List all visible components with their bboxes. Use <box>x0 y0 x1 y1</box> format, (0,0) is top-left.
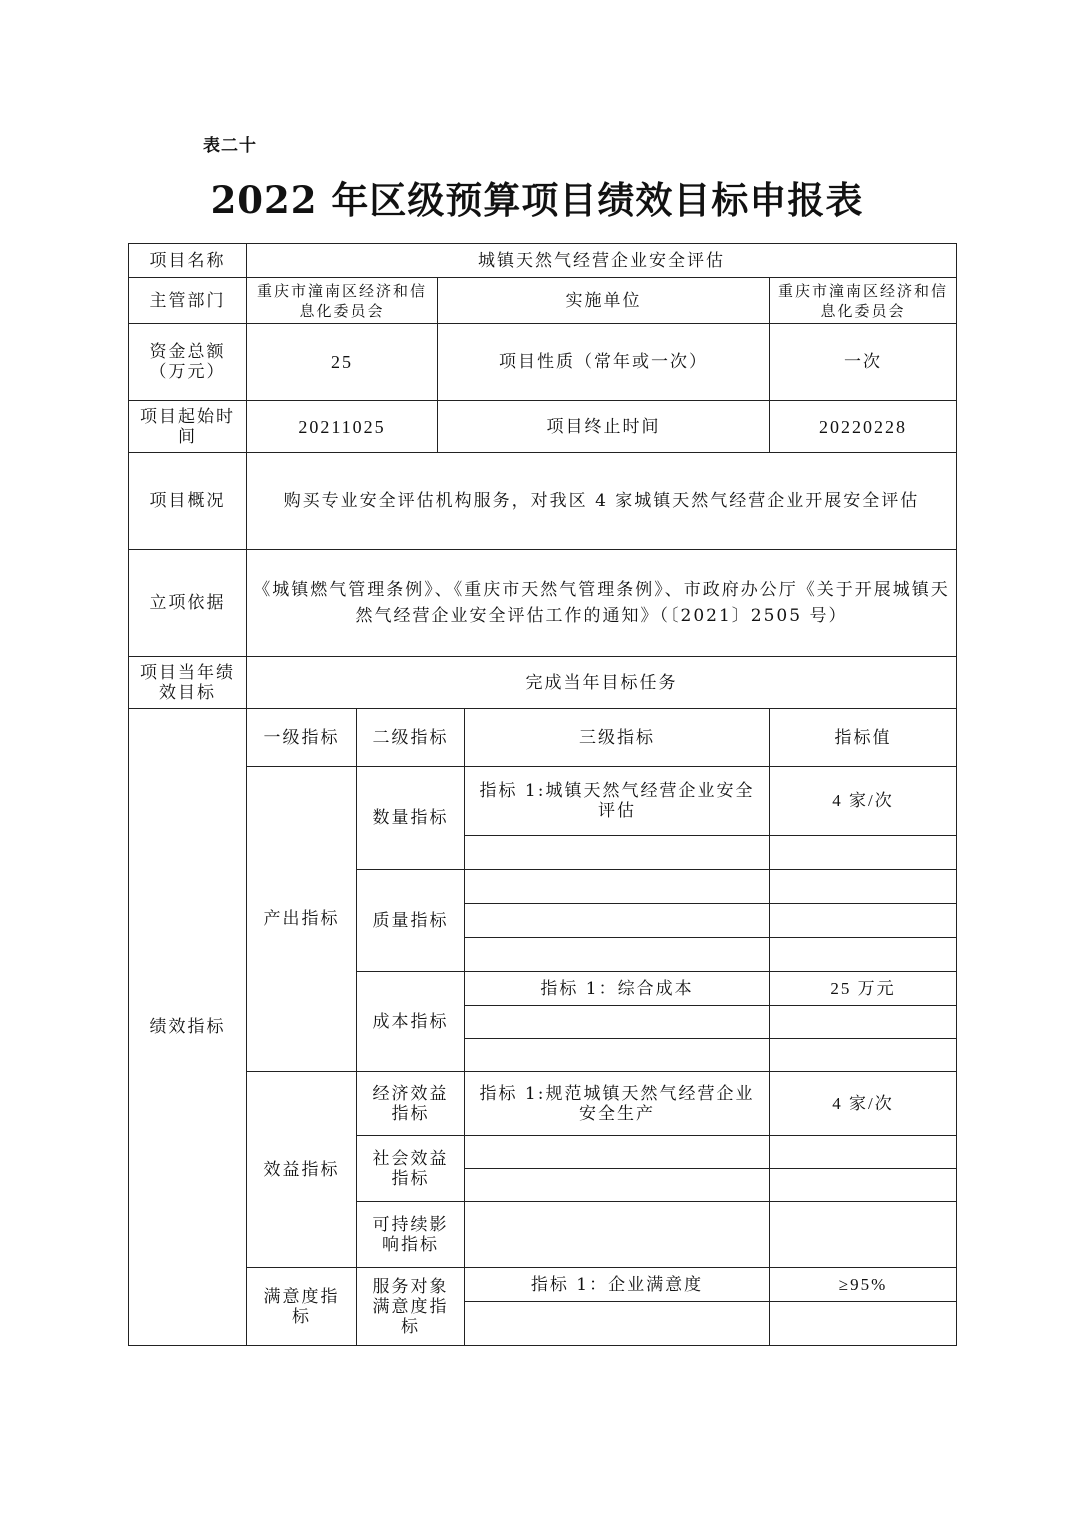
econ-benefit-label: 经济效益指标 <box>357 1072 465 1136</box>
quality-indicator-1 <box>465 870 770 904</box>
sustain-impact-label: 可持续影响指标 <box>357 1202 465 1268</box>
fund-label: 资金总额（万元） <box>129 324 247 401</box>
start-label: 项目起始时间 <box>129 401 247 453</box>
quality-indicator-label: 质量指标 <box>357 870 465 972</box>
econ-indicator-1: 指标 1:规范城镇天然气经营企业安全生产 <box>465 1072 770 1136</box>
satisfaction-indicator-label: 满意度指标 <box>247 1268 357 1346</box>
quantity-indicator-2 <box>465 836 770 870</box>
service-indicator-1: 指标 1：企业满意度 <box>465 1268 770 1302</box>
cost-indicator-3 <box>465 1039 770 1072</box>
dept-value: 重庆市潼南区经济和信息化委员会 <box>247 278 438 324</box>
social-value-1 <box>770 1136 957 1169</box>
project-name-value: 城镇天然气经营企业安全评估 <box>247 244 957 278</box>
cost-value-2 <box>770 1006 957 1039</box>
nature-value: 一次 <box>770 324 957 401</box>
goal-value: 完成当年目标任务 <box>247 657 957 709</box>
social-indicator-2 <box>465 1169 770 1202</box>
basis-value: 《城镇燃气管理条例》、《重庆市天然气管理条例》、市政府办公厅《关于开展城镇天然气经营企业安全评估工作的通知》（〔2021〕2505 号） <box>247 550 957 657</box>
perf-section-label: 绩效指标 <box>129 709 247 1346</box>
quantity-indicator-label: 数量指标 <box>357 767 465 870</box>
cost-value-1: 25 万元 <box>770 972 957 1006</box>
quantity-indicator-1: 指标 1:城镇天然气经营企业安全评估 <box>465 767 770 836</box>
end-value: 20220228 <box>770 401 957 453</box>
quality-indicator-2 <box>465 904 770 938</box>
cost-indicator-label: 成本指标 <box>357 972 465 1072</box>
cost-value-3 <box>770 1039 957 1072</box>
quantity-value-2 <box>770 836 957 870</box>
quantity-value-1: 4 家/次 <box>770 767 957 836</box>
end-label: 项目终止时间 <box>438 401 770 453</box>
sustain-value-1 <box>770 1202 957 1268</box>
cost-indicator-2 <box>465 1006 770 1039</box>
impl-label: 实施单位 <box>438 278 770 324</box>
table-number-label: 表二十 <box>203 136 257 156</box>
page-title: 2022 年区级预算项目绩效目标申报表 <box>210 178 864 222</box>
overview-label: 项目概况 <box>129 453 247 550</box>
quality-value-2 <box>770 904 957 938</box>
performance-form-table <box>128 243 957 1346</box>
fund-value: 25 <box>247 324 438 401</box>
social-value-2 <box>770 1169 957 1202</box>
service-indicator-2 <box>465 1302 770 1346</box>
impl-value: 重庆市潼南区经济和信息化委员会 <box>770 278 957 324</box>
social-indicator-1 <box>465 1136 770 1169</box>
quality-value-3 <box>770 938 957 972</box>
project-name-label: 项目名称 <box>129 244 247 278</box>
cost-indicator-1: 指标 1：综合成本 <box>465 972 770 1006</box>
service-value-2 <box>770 1302 957 1346</box>
nature-label: 项目性质（常年或一次） <box>438 324 770 401</box>
output-indicator-label: 产出指标 <box>247 767 357 1072</box>
header-level2: 二级指标 <box>357 709 465 767</box>
goal-label: 项目当年绩效目标 <box>129 657 247 709</box>
quality-value-1 <box>770 870 957 904</box>
econ-value-1: 4 家/次 <box>770 1072 957 1136</box>
benefit-indicator-label: 效益指标 <box>247 1072 357 1268</box>
social-benefit-label: 社会效益指标 <box>357 1136 465 1202</box>
dept-label: 主管部门 <box>129 278 247 324</box>
basis-label: 立项依据 <box>129 550 247 657</box>
sustain-indicator-1 <box>465 1202 770 1268</box>
service-satisfaction-label: 服务对象满意度指标 <box>357 1268 465 1346</box>
quality-indicator-3 <box>465 938 770 972</box>
service-value-1: ≥95% <box>770 1268 957 1302</box>
header-level3: 三级指标 <box>465 709 770 767</box>
header-value: 指标值 <box>770 709 957 767</box>
start-value: 20211025 <box>247 401 438 453</box>
overview-value: 购买专业安全评估机构服务，对我区 4 家城镇天然气经营企业开展安全评估 <box>247 453 957 550</box>
header-level1: 一级指标 <box>247 709 357 767</box>
